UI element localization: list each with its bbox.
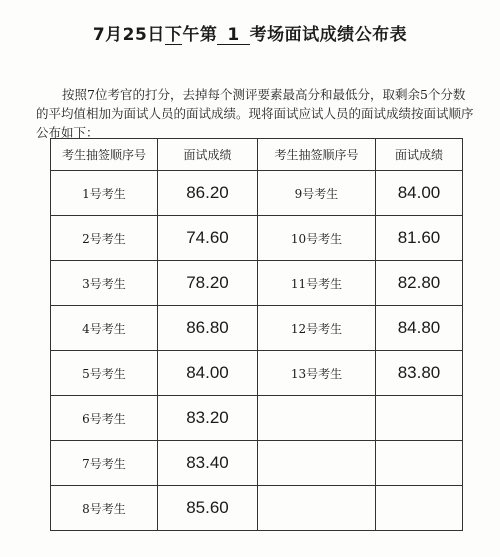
score-cell (376, 441, 463, 486)
title-room-number: 1 (217, 26, 249, 45)
table-row (51, 261, 463, 306)
table-row (51, 306, 463, 351)
score-cell: 82.80 (376, 261, 463, 306)
candidate-cell (258, 441, 376, 486)
score-cell: 81.60 (376, 216, 463, 261)
header-score-right: 面试成绩 (376, 139, 463, 171)
intro-paragraph: 按照7位考官的打分，去掉每个测评要素最高分和最低分，取剩余5个分数的平均值相加为面试人员的面试成绩。现将面试应试人员的面试成绩按面试顺序公布如下： (36, 86, 474, 140)
candidate-cell: 11号考生 (258, 261, 376, 306)
score-cell: 86.80 (158, 306, 258, 351)
score-cell: 74.60 (158, 216, 258, 261)
score-cell: 83.80 (376, 351, 463, 396)
score-cell (376, 486, 463, 531)
candidate-cell: 5号考生 (51, 351, 158, 396)
candidate-cell: 9号考生 (258, 171, 376, 216)
candidate-cell (258, 396, 376, 441)
title-period: 下 (164, 25, 183, 45)
candidate-cell: 2号考生 (51, 216, 158, 261)
candidate-cell: 13号考生 (258, 351, 376, 396)
header-score-left: 面试成绩 (158, 139, 258, 171)
title-mid: 午第 (182, 25, 218, 45)
candidate-cell (258, 486, 376, 531)
score-cell: 83.40 (158, 441, 258, 486)
candidate-cell: 1号考生 (51, 171, 158, 216)
table-header-row (51, 139, 463, 171)
title-suffix: 考场面试成绩公布表 (249, 25, 408, 45)
candidate-cell: 10号考生 (258, 216, 376, 261)
candidate-cell: 7号考生 (51, 441, 158, 486)
candidate-cell: 4号考生 (51, 306, 158, 351)
table-row (51, 396, 463, 441)
score-cell: 83.20 (158, 396, 258, 441)
candidate-cell: 8号考生 (51, 486, 158, 531)
header-candidate-left: 考生抽签顺序号 (51, 139, 158, 171)
title-date: 7月25日 (92, 25, 165, 45)
score-cell: 84.00 (158, 351, 258, 396)
table-row (51, 486, 463, 531)
score-cell: 78.20 (158, 261, 258, 306)
table-row (51, 441, 463, 486)
table-row (51, 351, 463, 396)
header-candidate-right: 考生抽签顺序号 (258, 139, 376, 171)
results-table (50, 138, 463, 531)
score-cell: 84.00 (376, 171, 463, 216)
score-cell: 85.60 (158, 486, 258, 531)
score-cell (376, 396, 463, 441)
results-table-wrapper (50, 138, 462, 531)
candidate-cell: 12号考生 (258, 306, 376, 351)
candidate-cell: 3号考生 (51, 261, 158, 306)
table-row (51, 171, 463, 216)
candidate-cell: 6号考生 (51, 396, 158, 441)
score-cell: 84.80 (376, 306, 463, 351)
document-title (0, 20, 500, 45)
score-cell: 86.20 (158, 171, 258, 216)
table-row (51, 216, 463, 261)
